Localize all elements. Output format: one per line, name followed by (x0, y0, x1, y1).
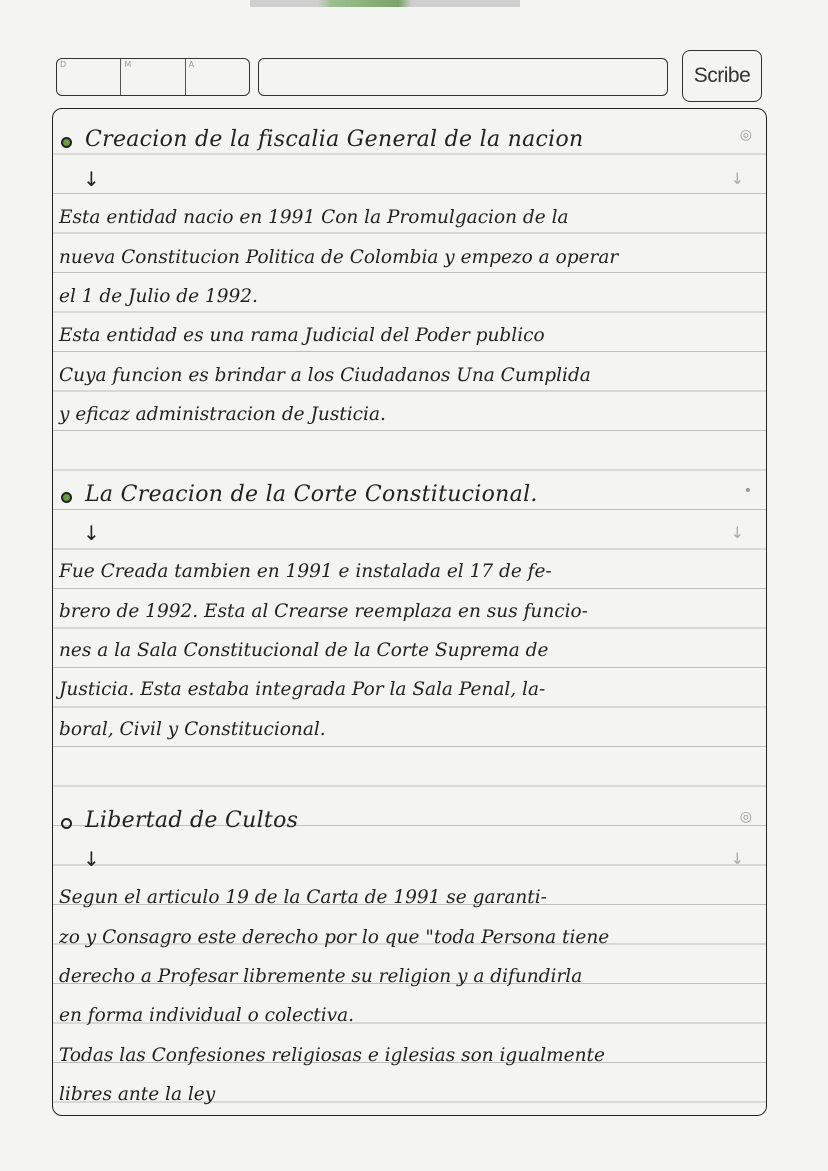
text-line: Todas las Confesiones religiosas e iglesias son igualmente (59, 1045, 605, 1066)
down-arrow-icon: ↓ (83, 521, 100, 545)
green-bullet-icon (61, 492, 72, 503)
text-line: Esta entidad nacio en 1991 Con la Promulgacion de la (59, 207, 569, 228)
down-arrow-icon: ↓ (83, 167, 100, 191)
date-boxes (56, 58, 250, 96)
text-line: nes a la Sala Constitucional de la Corte Suprema de (59, 640, 549, 661)
date-cell-month (121, 59, 185, 95)
top-edge-strip (250, 0, 520, 7)
section-heading: Creacion de la fiscalia General de la nacion (85, 127, 584, 152)
text-line: boral, Civil y Constitucional. (59, 719, 326, 740)
section-heading: La Creacion de la Corte Constitucional. (85, 482, 538, 507)
faint-arrow-icon: ↓ (730, 523, 744, 542)
green-bullet-icon (61, 137, 72, 148)
text-line: Justicia. Esta estaba integrada Por la Sala Penal, la- (59, 679, 546, 700)
date-label-month: M (124, 60, 132, 69)
text-line: brero de 1992. Esta al Crearse reemplaza en sus funcio- (59, 601, 588, 622)
date-cell-day (57, 59, 121, 95)
date-label-year: A (188, 60, 195, 69)
faint-arrow-icon: ↓ (730, 169, 744, 188)
text-line: Fue Creada tambien en 1991 e instalada el 17 de fe- (59, 561, 552, 582)
outline-bullet-icon (61, 818, 72, 829)
down-arrow-icon: ↓ (83, 847, 100, 871)
text-line: nueva Constitucion Politica de Colombia y empezo a operar (59, 247, 619, 268)
circle-mark-icon: ◎ (739, 809, 752, 825)
faint-arrow-icon: ↓ (730, 849, 744, 868)
section-heading: Libertad de Cultos (85, 808, 299, 833)
dot-mark-icon: • (743, 483, 752, 499)
title-box (258, 58, 668, 96)
circle-mark-icon: ◎ (739, 127, 752, 143)
text-line: el 1 de Julio de 1992. (59, 286, 258, 307)
date-cell-year (186, 59, 249, 95)
brand-logo: Scribe (682, 50, 762, 102)
text-line: Cuya funcion es brindar a los Ciudadanos Una Cumplida (59, 365, 591, 386)
text-line: en forma individual o colectiva. (59, 1005, 355, 1026)
text-line: derecho a Profesar libremente su religion y a difundirla (59, 966, 583, 987)
text-line: y eficaz administracion de Justicia. (59, 404, 386, 425)
text-line: Segun el articulo 19 de la Carta de 1991 se garanti- (59, 887, 547, 908)
text-line: libres ante la ley (59, 1084, 216, 1105)
date-label-day: D (60, 60, 67, 69)
notebook-page (52, 108, 767, 1116)
text-line: Esta entidad es una rama Judicial del Poder publico (59, 325, 545, 346)
text-line: zo y Consagro este derecho por lo que "toda Persona tiene (59, 927, 610, 948)
